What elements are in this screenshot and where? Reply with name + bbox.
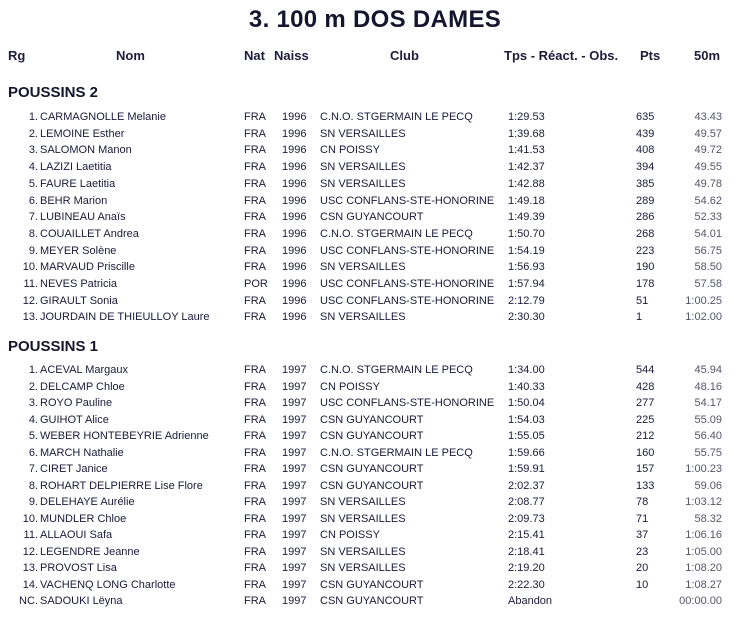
nationality: FRA [244, 364, 266, 376]
result-row [0, 110, 750, 126]
nationality: FRA [244, 430, 266, 442]
result-row [0, 194, 750, 210]
birth-year: 1996 [282, 261, 307, 274]
points: 157 [636, 463, 655, 475]
swimmer-name: ROYO Pauline [40, 397, 113, 409]
club: SN VERSAILLES [320, 127, 406, 140]
points: 385 [636, 177, 655, 190]
time: 1:55.05 [508, 430, 545, 442]
points: 223 [636, 244, 655, 257]
result-row [0, 495, 750, 511]
split-50m: 1:06.16 [685, 529, 722, 541]
points: 20 [636, 562, 649, 574]
split-50m: 55.75 [694, 446, 722, 459]
birth-year: 1996 [282, 177, 307, 190]
time: 1:29.53 [508, 111, 545, 123]
birth-year: 1997 [282, 397, 307, 409]
rank: 8. [28, 227, 38, 240]
header-name: Nom [116, 48, 145, 63]
points: 394 [636, 161, 655, 174]
rank: 1. [28, 364, 38, 376]
club: SN VERSAILLES [320, 261, 406, 274]
time: 1:50.70 [508, 227, 545, 240]
nationality: FRA [244, 380, 266, 393]
birth-year: 1996 [282, 244, 307, 257]
header-split: 50m [694, 48, 721, 63]
rank: 7. [28, 463, 38, 475]
split-50m: 1:03.12 [685, 496, 722, 508]
points: 268 [636, 227, 655, 240]
time: 1:49.39 [508, 211, 545, 224]
time: 2:18.41 [508, 545, 545, 558]
birth-year: 1996 [282, 144, 307, 157]
result-row [0, 528, 750, 544]
rank: 3. [28, 144, 38, 157]
rank: 11. [23, 278, 38, 290]
birth-year: 1996 [282, 227, 307, 240]
result-row [0, 512, 750, 528]
swimmer-name: LUBINEAU Anaïs [40, 211, 126, 224]
club: C.N.O. STGERMAIN LE PECQ [320, 227, 473, 240]
nationality: FRA [244, 496, 266, 508]
rank: 13. [22, 311, 38, 324]
time: 1:59.66 [508, 446, 545, 459]
split-50m: 58.50 [694, 261, 722, 274]
split-50m: 57.58 [694, 278, 722, 290]
split-50m: 49.55 [694, 161, 722, 174]
time: Abandon [508, 595, 553, 607]
result-row [0, 227, 750, 243]
birth-year: 1996 [282, 111, 307, 123]
split-50m: 1:00.23 [685, 463, 722, 475]
category-heading: POUSSINS 2 [8, 84, 99, 101]
points: 71 [636, 512, 649, 525]
time: 1:42.37 [508, 161, 545, 174]
birth-year: 1996 [282, 194, 307, 207]
points: 635 [636, 111, 655, 123]
points: 225 [636, 413, 655, 426]
result-row [0, 380, 750, 396]
nationality: FRA [244, 397, 266, 409]
rank: 10. [22, 512, 38, 525]
result-row [0, 277, 750, 293]
result-row [0, 479, 750, 495]
split-50m: 55.09 [694, 413, 722, 426]
swimmer-name: MUNDLER Chloe [40, 512, 127, 525]
points: 408 [636, 144, 655, 157]
time: 1:49.18 [508, 194, 545, 207]
swimmer-name: FAURE Laetitia [40, 177, 116, 190]
nationality: FRA [244, 512, 266, 525]
nationality: FRA [244, 294, 266, 307]
result-row [0, 396, 750, 412]
birth-year: 1997 [282, 578, 307, 591]
points: 277 [636, 397, 655, 409]
club: CN POISSY [320, 529, 380, 541]
rank: 13. [22, 562, 38, 574]
points: 178 [636, 278, 655, 290]
split-50m: 49.72 [694, 144, 722, 157]
rank: 4. [28, 161, 38, 174]
swimmer-name: LEGENDRE Jeanne [40, 545, 140, 558]
nationality: FRA [244, 463, 266, 475]
points: 10 [636, 578, 649, 591]
rank: 9. [28, 496, 38, 508]
points: 289 [636, 194, 655, 207]
swimmer-name: MARVAUD Priscille [40, 261, 135, 274]
club: C.N.O. STGERMAIN LE PECQ [320, 364, 473, 376]
nationality: FRA [244, 479, 266, 492]
result-row [0, 561, 750, 577]
header-points: Pts [640, 48, 661, 63]
nationality: FRA [244, 244, 266, 257]
result-row [0, 210, 750, 226]
nationality: FRA [244, 161, 266, 174]
time: 2:15.41 [508, 529, 545, 541]
swimmer-name: CIRET Janice [40, 463, 108, 475]
swimmer-name: GIRAULT Sonia [40, 294, 118, 307]
points: 51 [636, 294, 649, 307]
time: 1:50.04 [508, 397, 545, 409]
club: USC CONFLANS-STE-HONORINE [320, 244, 495, 257]
split-50m: 1:02.00 [685, 311, 722, 324]
rank: 2. [28, 380, 38, 393]
split-50m: 49.57 [694, 127, 722, 140]
birth-year: 1996 [282, 127, 307, 140]
time: 1:54.03 [508, 413, 545, 426]
header-birth: Naiss [274, 48, 309, 63]
result-row [0, 578, 750, 594]
time: 2:30.30 [508, 311, 545, 324]
club: C.N.O. STGERMAIN LE PECQ [320, 446, 473, 459]
birth-year: 1997 [282, 496, 307, 508]
page-title: 3. 100 m DOS DAMES [248, 6, 502, 33]
birth-year: 1997 [282, 463, 307, 475]
result-row [0, 413, 750, 429]
club: USC CONFLANS-STE-HONORINE [320, 194, 495, 207]
birth-year: 1996 [282, 211, 307, 224]
split-50m: 56.75 [694, 244, 722, 257]
split-50m: 00:00.00 [679, 595, 722, 607]
points: 1 [636, 311, 643, 324]
rank: 12. [22, 294, 38, 307]
points: 286 [636, 211, 655, 224]
result-row [0, 446, 750, 462]
points: 190 [636, 261, 655, 274]
birth-year: 1996 [282, 311, 307, 324]
swimmer-name: SADOUKI Lëyna [40, 595, 123, 607]
nationality: FRA [244, 227, 266, 240]
split-50m: 43.43 [694, 111, 722, 123]
header-nat: Nat [244, 48, 265, 63]
club: SN VERSAILLES [320, 161, 406, 174]
points: 78 [636, 496, 649, 508]
rank: 12. [22, 545, 38, 558]
nationality: FRA [244, 529, 266, 541]
split-50m: 52.33 [694, 211, 722, 224]
nationality: FRA [244, 311, 266, 324]
birth-year: 1997 [282, 364, 307, 376]
nationality: FRA [244, 211, 266, 224]
split-50m: 54.01 [694, 227, 722, 240]
rank: 5. [28, 430, 38, 442]
rank: 4. [28, 413, 38, 426]
club: CSN GUYANCOURT [320, 578, 424, 591]
rank: 9. [28, 244, 38, 257]
result-row [0, 462, 750, 478]
club: USC CONFLANS-STE-HONORINE [320, 294, 495, 307]
swimmer-name: CARMAGNOLLE Melanie [40, 111, 166, 123]
birth-year: 1997 [282, 380, 307, 393]
result-row [0, 429, 750, 445]
rank: 10. [22, 261, 38, 274]
nationality: FRA [244, 177, 266, 190]
birth-year: 1997 [282, 545, 307, 558]
birth-year: 1997 [282, 446, 307, 459]
time: 2:08.77 [508, 496, 545, 508]
club: CSN GUYANCOURT [320, 463, 424, 475]
header-time: Tps - Réact. - Obs. [504, 48, 619, 63]
rank: 6. [28, 194, 38, 207]
swimmer-name: DELEHAYE Aurélie [40, 496, 135, 508]
swimmer-name: MEYER Solène [40, 244, 117, 257]
nationality: FRA [244, 595, 266, 607]
result-row [0, 160, 750, 176]
birth-year: 1997 [282, 512, 307, 525]
rank: 3. [28, 397, 38, 409]
points: 133 [636, 479, 655, 492]
rank: 11. [23, 529, 38, 541]
time: 1:40.33 [508, 380, 545, 393]
result-row [0, 127, 750, 143]
club: C.N.O. STGERMAIN LE PECQ [320, 111, 473, 123]
nationality: FRA [244, 578, 266, 591]
nationality: FRA [244, 413, 266, 426]
time: 1:57.94 [508, 278, 545, 290]
club: CSN GUYANCOURT [320, 413, 424, 426]
nationality: POR [244, 278, 268, 290]
club: CSN GUYANCOURT [320, 430, 424, 442]
time: 2:09.73 [508, 512, 545, 525]
club: SN VERSAILLES [320, 177, 406, 190]
points: 212 [636, 430, 655, 442]
nationality: FRA [244, 261, 266, 274]
swimmer-name: LAZIZI Laetitia [40, 161, 112, 174]
club: SN VERSAILLES [320, 496, 406, 508]
club: SN VERSAILLES [320, 562, 406, 574]
birth-year: 1997 [282, 430, 307, 442]
swimmer-name: WEBER HONTEBEYRIE Adrienne [40, 430, 209, 442]
time: 2:12.79 [508, 294, 545, 307]
result-row [0, 363, 750, 379]
nationality: FRA [244, 194, 266, 207]
nationality: FRA [244, 446, 266, 459]
swimmer-name: GUIHOT Alice [40, 413, 109, 426]
nationality: FRA [244, 144, 266, 157]
split-50m: 1:08.20 [685, 562, 722, 574]
split-50m: 45.94 [694, 364, 722, 376]
time: 1:34.00 [508, 364, 545, 376]
time: 1:42.88 [508, 177, 545, 190]
nationality: FRA [244, 111, 266, 123]
points: 428 [636, 380, 655, 393]
swimmer-name: BEHR Marion [40, 194, 108, 207]
swimmer-name: VACHENQ LONG Charlotte [40, 578, 176, 591]
split-50m: 58.32 [694, 512, 722, 525]
club: SN VERSAILLES [320, 512, 406, 525]
result-row [0, 594, 750, 610]
header-club: Club [390, 48, 419, 63]
result-row [0, 545, 750, 561]
nationality: FRA [244, 562, 266, 574]
points: 160 [636, 446, 655, 459]
result-row [0, 310, 750, 326]
birth-year: 1996 [282, 278, 307, 290]
points: 37 [636, 529, 649, 541]
points: 23 [636, 545, 649, 558]
time: 1:59.91 [508, 463, 545, 475]
rank: 5. [28, 177, 38, 190]
split-50m: 1:08.27 [685, 578, 722, 591]
swimmer-name: ROHART DELPIERRE Lise Flore [40, 479, 203, 492]
club: CN POISSY [320, 144, 380, 157]
rank: 6. [28, 446, 38, 459]
result-row [0, 294, 750, 310]
time: 2:19.20 [508, 562, 545, 574]
birth-year: 1997 [282, 413, 307, 426]
result-row [0, 143, 750, 159]
result-row [0, 244, 750, 260]
result-row [0, 177, 750, 193]
points: 439 [636, 127, 655, 140]
swimmer-name: DELCAMP Chloe [40, 380, 125, 393]
rank: 1. [28, 111, 38, 123]
split-50m: 56.40 [694, 430, 722, 442]
split-50m: 54.62 [694, 194, 722, 207]
swimmer-name: ALLAOUI Safa [40, 529, 113, 541]
club: SN VERSAILLES [320, 545, 406, 558]
nationality: FRA [244, 127, 266, 140]
time: 2:02.37 [508, 479, 545, 492]
club: USC CONFLANS-STE-HONORINE [320, 278, 495, 290]
swimmer-name: LEMOINE Esther [40, 127, 125, 140]
time: 2:22.30 [508, 578, 545, 591]
result-row [0, 260, 750, 276]
split-50m: 54.17 [694, 397, 722, 409]
split-50m: 59.06 [694, 479, 722, 492]
club: CSN GUYANCOURT [320, 595, 424, 607]
birth-year: 1996 [282, 294, 307, 307]
rank: 7. [28, 211, 38, 224]
split-50m: 49.78 [694, 177, 722, 190]
time: 1:54.19 [508, 244, 545, 257]
split-50m: 1:00.25 [685, 294, 722, 307]
header-rank: Rg [8, 48, 26, 63]
swimmer-name: ACEVAL Margaux [40, 364, 129, 376]
nationality: FRA [244, 545, 266, 558]
rank: 14. [22, 578, 38, 591]
rank: 2. [28, 127, 38, 140]
birth-year: 1997 [282, 479, 307, 492]
time: 1:39.68 [508, 127, 545, 140]
split-50m: 48.16 [694, 380, 722, 393]
club: CSN GUYANCOURT [320, 479, 424, 492]
time: 1:56.93 [508, 261, 545, 274]
rank: NC. [19, 595, 38, 607]
club: CSN GUYANCOURT [320, 211, 424, 224]
category-heading: POUSSINS 1 [8, 338, 99, 355]
swimmer-name: MARCH Nathalie [40, 446, 124, 459]
split-50m: 1:05.00 [685, 545, 722, 558]
rank: 8. [28, 479, 38, 492]
birth-year: 1996 [282, 161, 307, 174]
club: SN VERSAILLES [320, 311, 406, 324]
birth-year: 1997 [282, 562, 307, 574]
birth-year: 1997 [282, 529, 307, 541]
swimmer-name: NEVES Patricia [40, 278, 118, 290]
swimmer-name: COUAILLET Andrea [40, 227, 139, 240]
swimmer-name: PROVOST Lisa [40, 562, 117, 574]
swimmer-name: JOURDAIN DE THIEULLOY Laure [40, 311, 210, 324]
club: USC CONFLANS-STE-HONORINE [320, 397, 495, 409]
birth-year: 1997 [282, 595, 307, 607]
swimmer-name: SALOMON Manon [40, 144, 132, 157]
time: 1:41.53 [508, 144, 545, 157]
club: CN POISSY [320, 380, 380, 393]
points: 544 [636, 364, 655, 376]
